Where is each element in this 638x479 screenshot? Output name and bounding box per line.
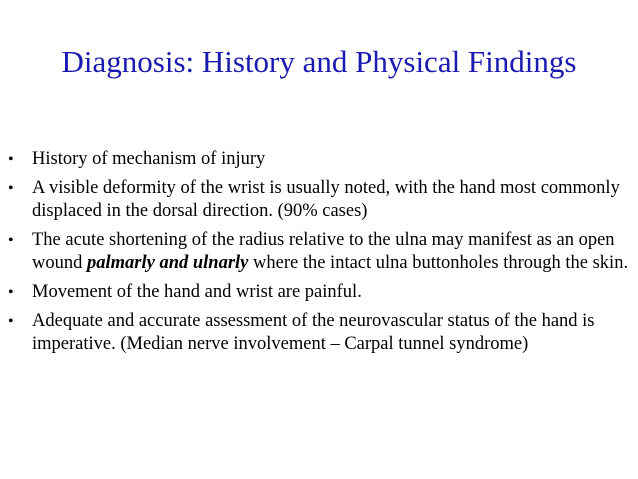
bullet-text: Adequate and accurate assessment of the neurovascular status of the hand is imperative. (Median nerve involvement – Carpal tunnel syndrome) bbox=[32, 311, 595, 354]
bullet-dot-icon: • bbox=[8, 313, 14, 330]
bullet-item-deformity bbox=[8, 177, 630, 223]
bullet-text: Movement of the hand and wrist are painful. bbox=[32, 282, 362, 302]
bullet-list bbox=[8, 148, 630, 362]
bullet-dot-icon: • bbox=[8, 180, 14, 197]
bullet-dot-icon: • bbox=[8, 232, 14, 249]
bullet-item-assessment bbox=[8, 310, 630, 356]
bullet-item-shortening bbox=[8, 229, 630, 275]
bullet-item-movement bbox=[8, 281, 630, 304]
bullet-dot-icon: • bbox=[8, 151, 14, 168]
bullet-dot-icon: • bbox=[8, 284, 14, 301]
bullet-text: A visible deformity of the wrist is usually noted, with the hand most commonly displaced in the dorsal direction. (90% cases) bbox=[32, 178, 620, 221]
bullet-item-mechanism bbox=[8, 148, 630, 171]
bullet-text: History of mechanism of injury bbox=[32, 149, 266, 169]
bullet-emphasis: palmarly and ulnarly bbox=[87, 253, 249, 273]
bullet-text-after: where the intact ulna buttonholes through the skin. bbox=[248, 253, 629, 273]
bullet-text-before: The acute shortening of the radius relative to the ulna may manifest as an open wound bbox=[32, 230, 615, 273]
slide-title: Diagnosis: History and Physical Findings bbox=[61, 44, 577, 79]
